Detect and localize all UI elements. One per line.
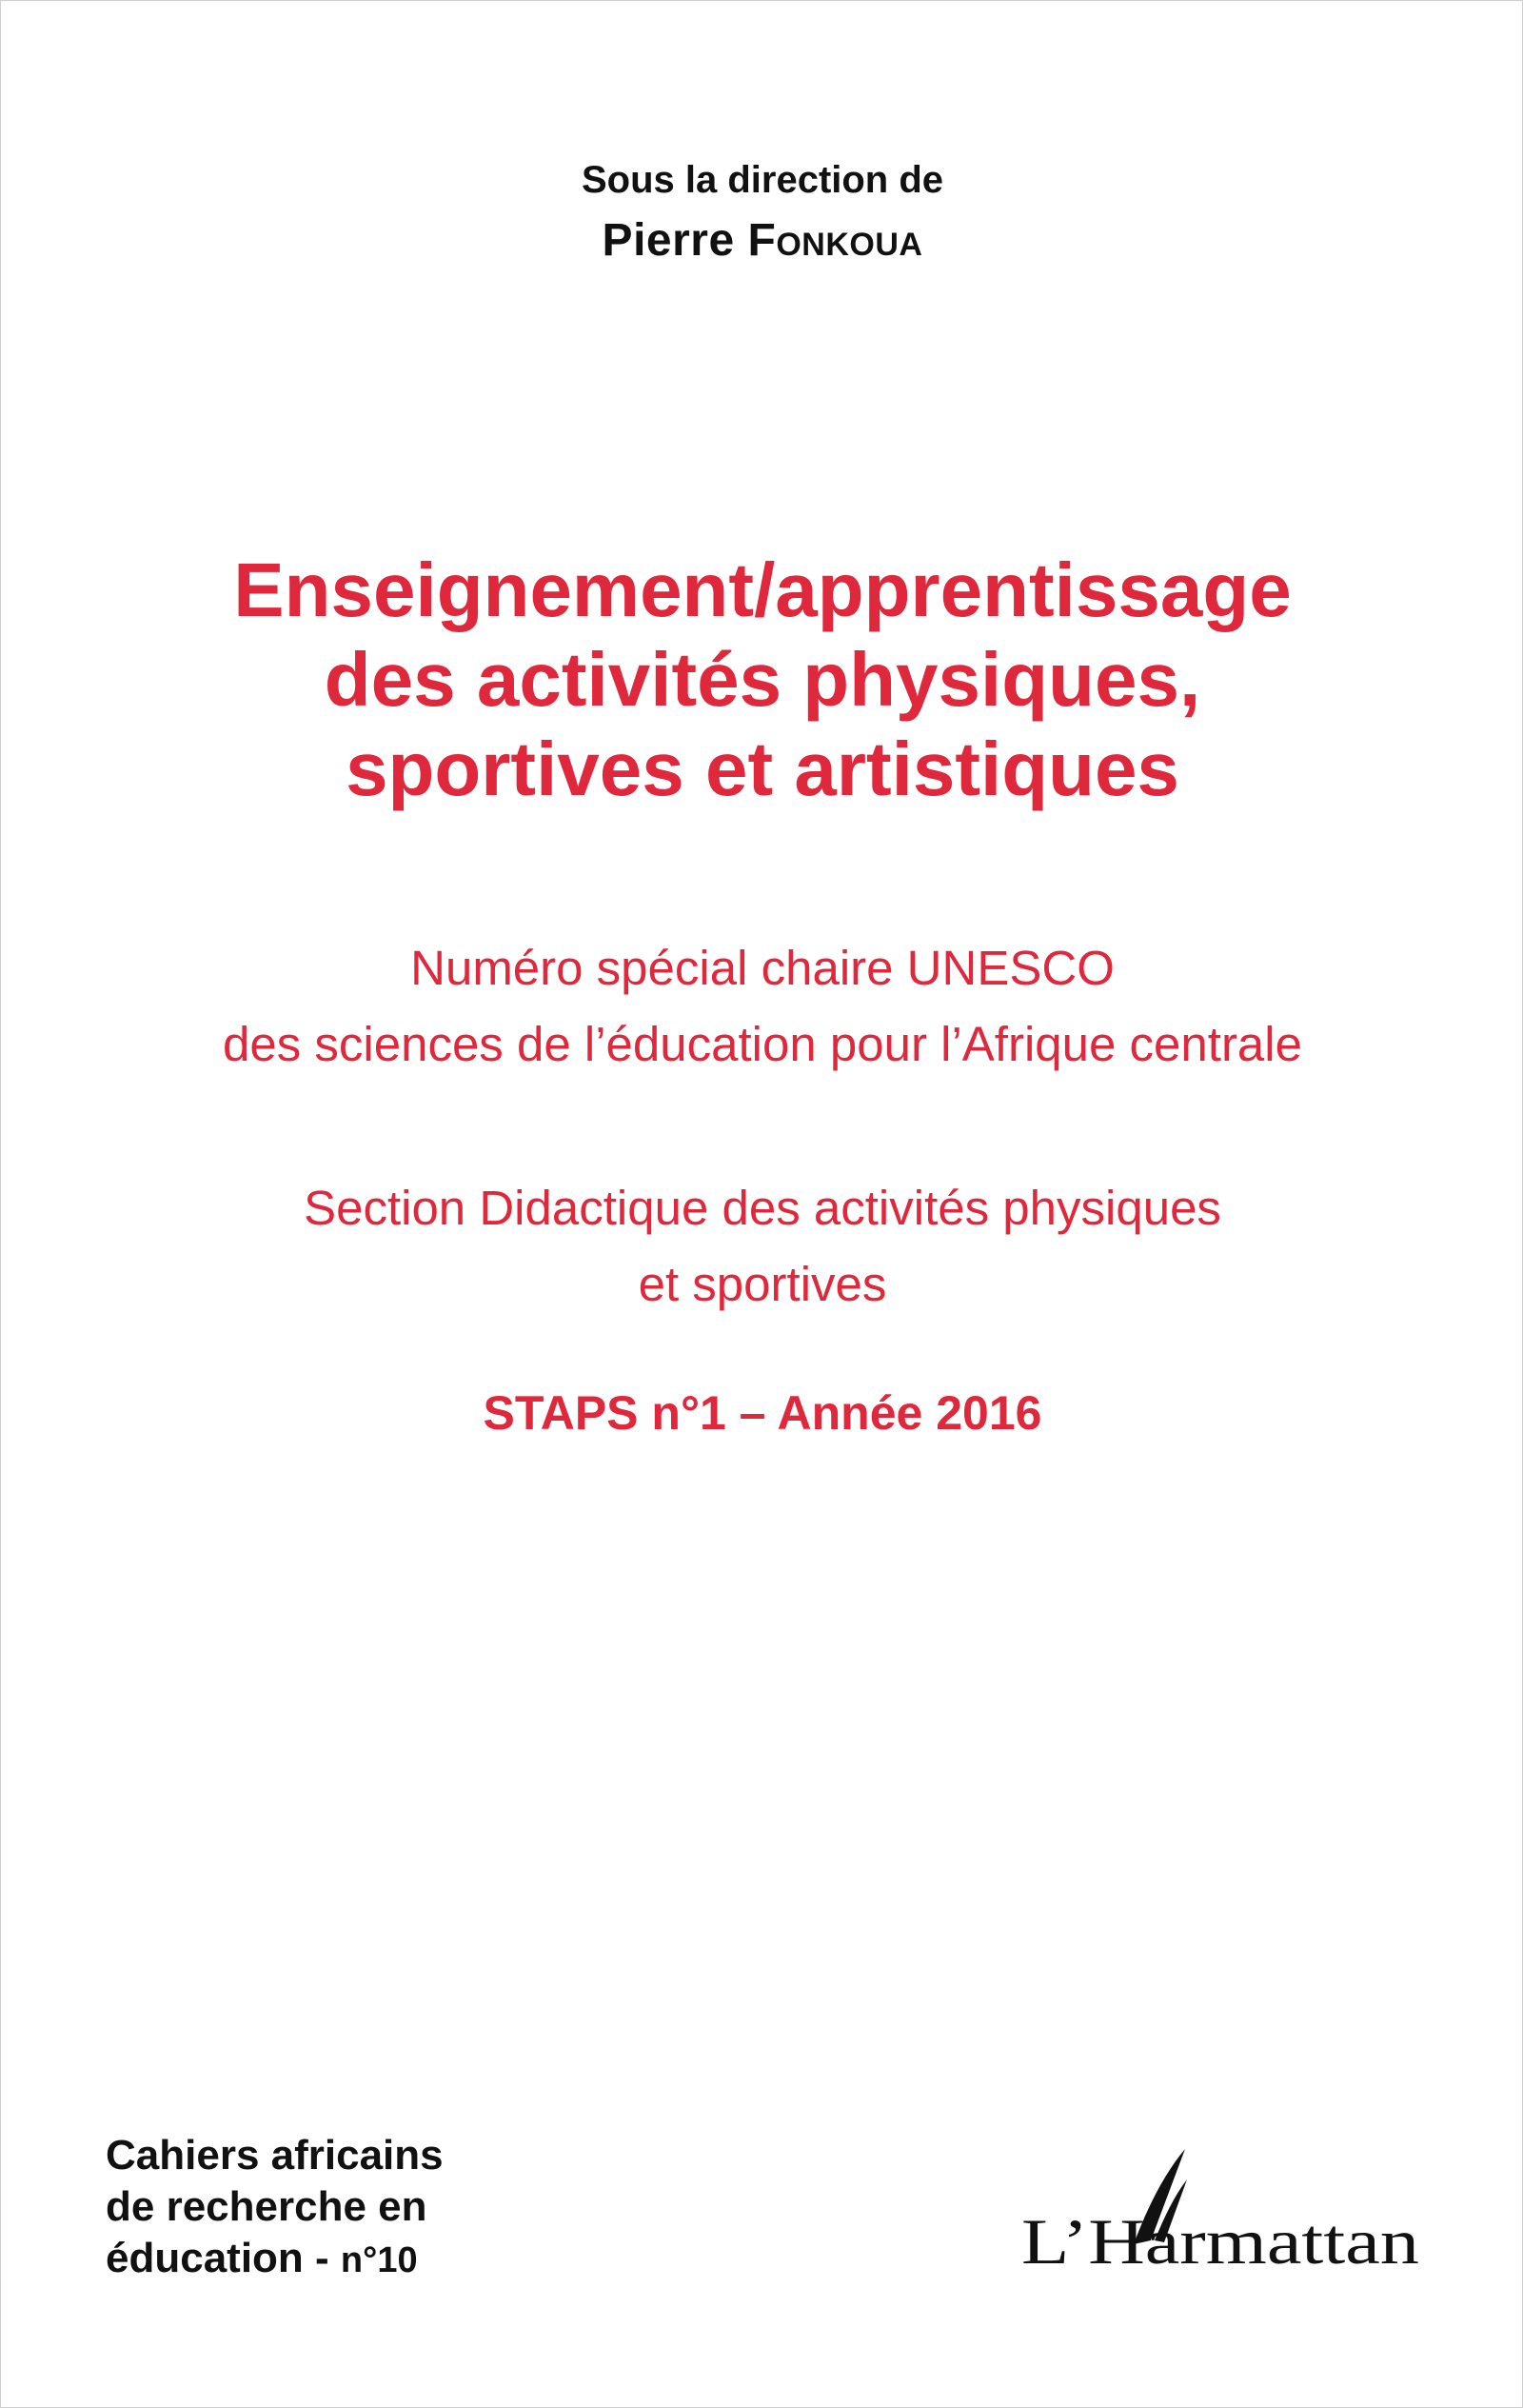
subtitle-line-2: des sciences de l’éducation pour l’Afrique centrale: [222, 1017, 1302, 1071]
series-number: n°10: [340, 2240, 418, 2280]
section-line-2: et sportives: [638, 1257, 887, 1311]
author-first-name: Pierre: [602, 215, 735, 266]
publisher-logo: [1021, 2141, 1421, 2275]
book-subtitle: [1, 930, 1523, 1083]
title-line-2: des activités physiques,: [324, 637, 1201, 722]
subtitle-line-1: Numéro spécial chaire UNESCO: [410, 941, 1115, 995]
publisher-logo-text: L’Harmattan: [1021, 2205, 1419, 2275]
direction-label: Sous la direction de: [581, 159, 944, 201]
series-line-3: [106, 2233, 444, 2286]
series-line-3-text: éducation -: [106, 2235, 341, 2281]
series-line-2: de recherche en: [106, 2183, 427, 2230]
series-name: [106, 2130, 444, 2286]
series-line-1: Cahiers africains: [106, 2132, 444, 2179]
title-line-1: Enseignement/apprentissage: [233, 547, 1292, 632]
title-line-3: sportives et artistiques: [346, 726, 1179, 811]
section-heading: [1, 1170, 1523, 1323]
author-name: [1, 214, 1523, 267]
book-title: [1, 546, 1523, 814]
section-line-1: Section Didactique des activités physiques: [304, 1181, 1221, 1235]
author-last-name: Fonkoua: [747, 215, 923, 266]
issue-line: STAPS n°1 – Année 2016: [483, 1386, 1042, 1440]
